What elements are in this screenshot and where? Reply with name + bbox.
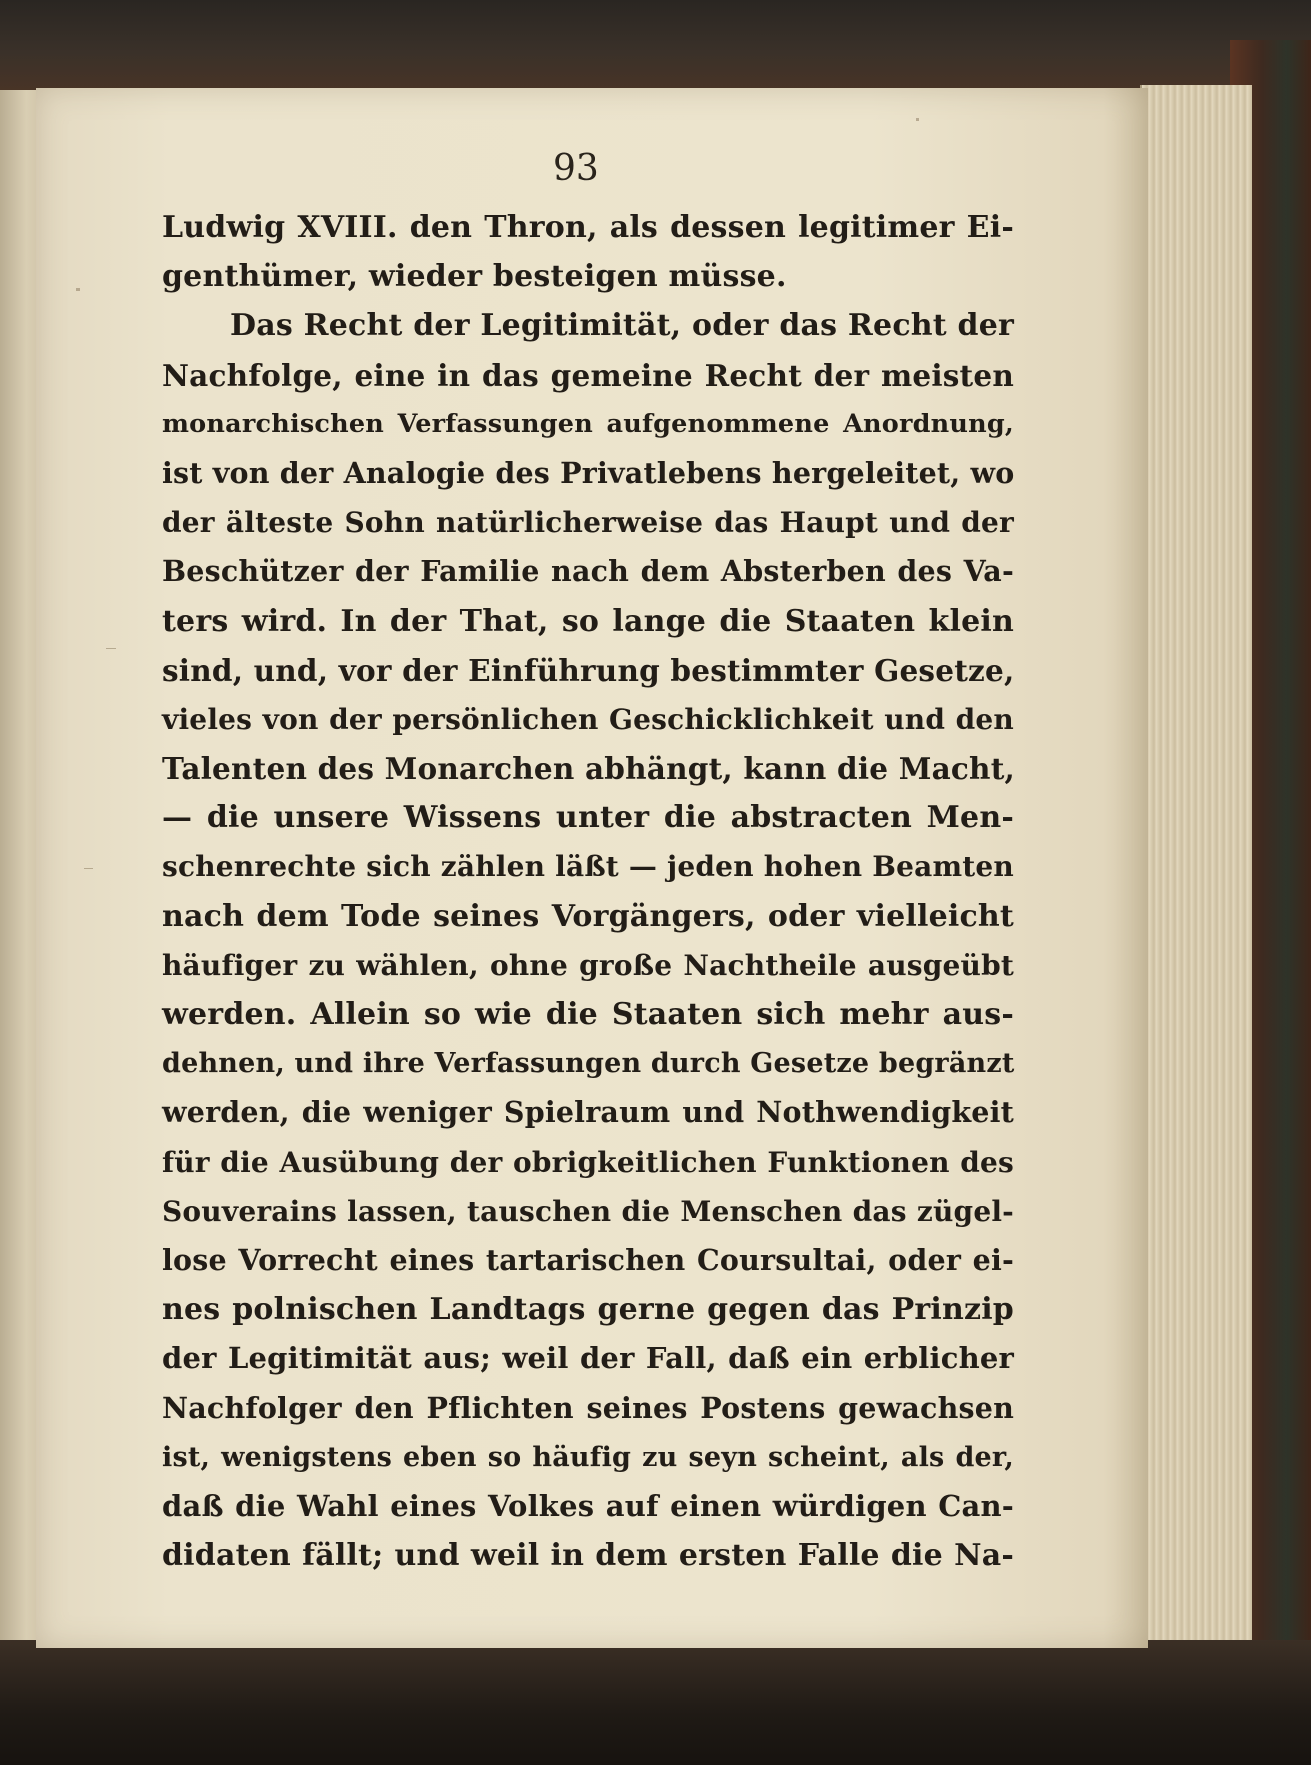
page-number: 93 [553, 148, 599, 189]
paper-fleck [84, 868, 93, 869]
text-line: Beschützer der Familie nach dem Absterben des Va- [162, 554, 1014, 589]
text-line: monarchischen Verfassungen aufgenommene Anordnung, [162, 408, 1014, 439]
text-line: didaten fällt; und weil in dem ersten Falle die Na- [162, 1538, 1014, 1574]
text-line: Ludwig XVIII. den Thron, als dessen legitimer Ei- [162, 210, 1014, 245]
text-line: ist von der Analogie des Privatlebens hergeleitet, wo [162, 455, 1015, 490]
text-line: der Legitimität aus; weil der Fall, daß ein erblicher [162, 1341, 1014, 1376]
text-line: vieles von der persönlichen Geschicklichkeit und den [162, 702, 1014, 736]
text-line: sind, und, vor der Einführung bestimmter Gesetze, [162, 652, 1015, 688]
book-bottom-edge [0, 1640, 1311, 1765]
text-line: genthümer, wieder besteigen müsse. [162, 259, 787, 295]
text-line: Das Recht der Legitimität, oder das Recht der [230, 308, 1014, 344]
text-line: häufiger zu wählen, ohne große Nachtheile ausgeübt [162, 948, 1014, 982]
text-line: Talenten des Monarchen abhängt, kann die Macht, [162, 751, 1016, 787]
text-line: ters wird. In der That, so lange die Staaten klein [162, 603, 1014, 639]
book-top-edge [0, 0, 1311, 95]
text-line: schenrechte sich zählen läßt — jeden hohen Beamten [162, 850, 1014, 884]
text-line: dehnen, und ihre Verfassungen durch Gesetze begränzt [162, 1048, 1015, 1080]
paper-fleck [106, 648, 116, 649]
text-line: nach dem Tode seines Vorgängers, oder vielleicht [162, 898, 1014, 934]
text-line: ist, wenigstens eben so häufig zu seyn scheint, als der, [162, 1441, 1014, 1473]
text-line: daß die Wahl eines Volkes auf einen würdigen Can- [162, 1488, 1014, 1523]
paper-fleck [76, 288, 80, 291]
text-line: Nachfolge, eine in das gemeine Recht der meisten [162, 357, 1014, 393]
text-line: werden. Allein so wie die Staaten sich mehr aus- [162, 997, 1014, 1032]
text-line: lose Vorrecht eines tartarischen Coursultai, oder ei- [162, 1242, 1014, 1277]
text-line: der älteste Sohn natürlicherweise das Haupt und der [162, 506, 1014, 540]
page-stack [1140, 85, 1252, 1665]
text-line: werden, die weniger Spielraum und Nothwendigkeit [162, 1095, 1014, 1130]
text-line: Souverains lassen, tauschen die Menschen das zügel- [162, 1194, 1014, 1228]
text-line: nes polnischen Landtags gerne gegen das Prinzip [162, 1292, 1014, 1328]
text-line: — die unsere Wissens unter die abstracten Men- [162, 800, 1014, 836]
text-line: für die Ausübung der obrigkeitlichen Funktionen des [162, 1145, 1014, 1179]
paper-fleck [916, 118, 919, 121]
text-line: Nachfolger den Pflichten seines Postens gewachsen [162, 1390, 1014, 1425]
body-text [162, 203, 1014, 1580]
